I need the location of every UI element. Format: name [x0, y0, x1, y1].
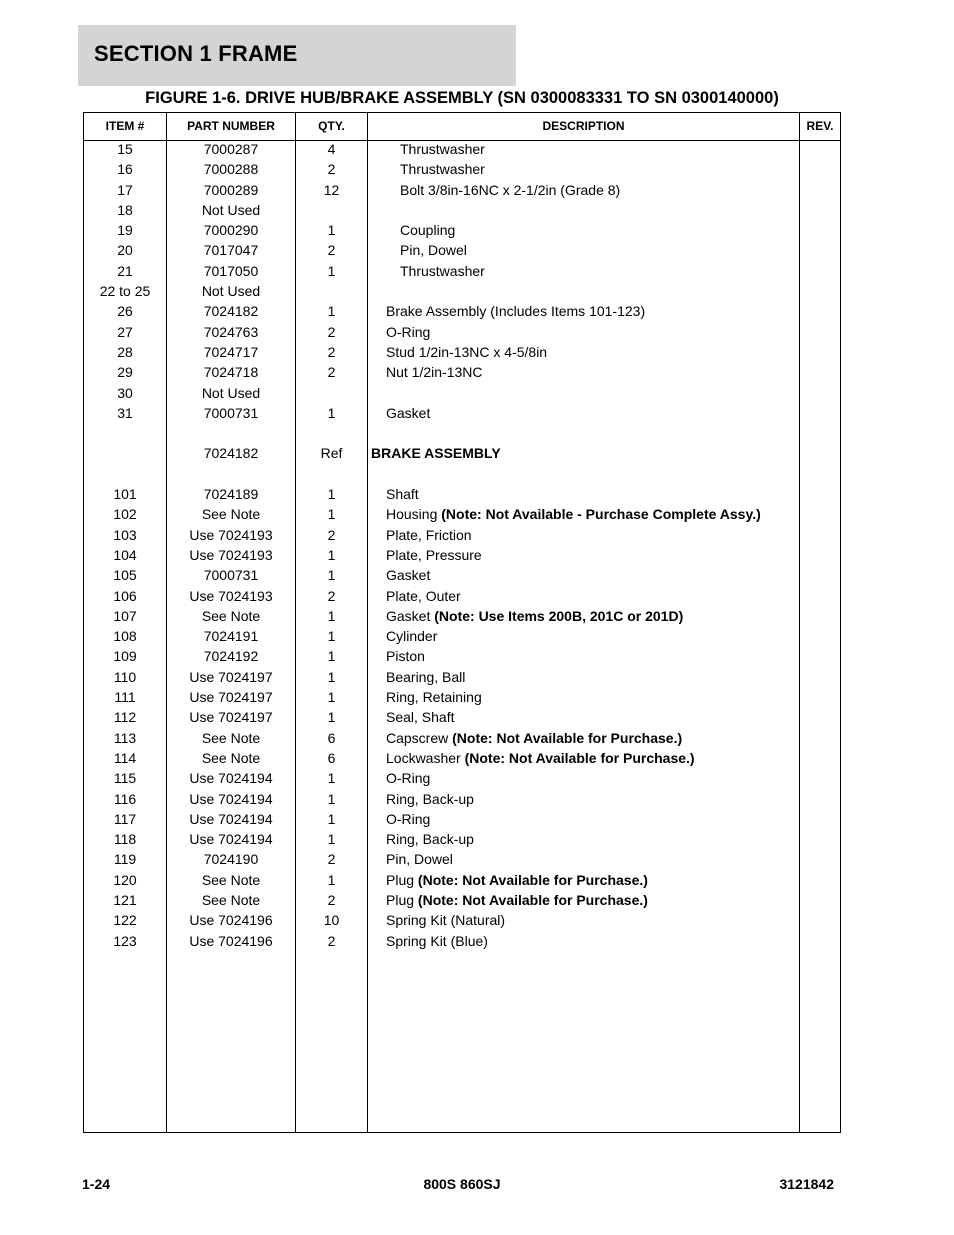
item-number: 102: [113, 506, 137, 523]
quantity: 1: [327, 607, 336, 624]
figure-title: FIGURE 1-6. DRIVE HUB/BRAKE ASSEMBLY (SN 0300083331 TO SN 0300140000): [145, 89, 779, 107]
part-number: See Note: [201, 749, 261, 766]
quantity: 1: [327, 222, 336, 239]
description: [371, 606, 683, 626]
item-number: 115: [113, 770, 137, 787]
description: [371, 565, 430, 585]
part-number: Use 7024194: [189, 770, 273, 787]
table-row: [84, 240, 840, 260]
table-row: [84, 768, 840, 788]
description-text: Lockwasher: [386, 749, 465, 766]
quantity: 2: [327, 932, 336, 949]
part-number: Use 7024194: [189, 831, 273, 848]
description: [371, 789, 474, 809]
description: [371, 240, 467, 260]
description: [371, 748, 695, 768]
table-row: [84, 748, 840, 768]
item-number: 113: [113, 729, 137, 746]
item-number: 121: [113, 891, 137, 908]
description: [371, 890, 648, 910]
description-text: Gasket: [386, 567, 431, 584]
description: [371, 667, 465, 687]
description: [371, 931, 488, 951]
description-note: (Note: Not Available for Purchase.): [464, 749, 695, 766]
description-text: Bearing, Ball: [386, 668, 466, 685]
quantity: 1: [327, 486, 336, 503]
part-number: 7000731: [203, 567, 259, 584]
footer-page-number: 1-24: [82, 1176, 111, 1192]
part-number: See Note: [201, 891, 261, 908]
item-number: 31: [117, 404, 133, 421]
part-number: Not Used: [201, 201, 261, 218]
description: [371, 180, 620, 200]
part-number: Use 7024194: [189, 810, 273, 827]
description-text: Nut 1/2in-13NC: [386, 364, 483, 381]
table-row: [84, 606, 840, 626]
part-number: Not Used: [201, 384, 261, 401]
description: [371, 261, 485, 281]
item-number: 116: [113, 790, 137, 807]
description-note: (Note: Not Available for Purchase.): [417, 891, 648, 908]
item-number: 110: [113, 668, 137, 685]
part-number: 7000289: [203, 181, 259, 198]
table-row: [84, 707, 840, 727]
quantity: 2: [327, 323, 336, 340]
header-rev: REV.: [806, 119, 834, 133]
header-part-number: PART NUMBER: [187, 119, 275, 133]
quantity: 1: [327, 770, 336, 787]
description-text: Ring, Retaining: [386, 689, 482, 706]
table-row: [84, 281, 840, 301]
quantity: 1: [327, 790, 336, 807]
item-number: 30: [117, 384, 133, 401]
quantity: 10: [323, 912, 340, 929]
item-number: 122: [113, 912, 137, 929]
description: [371, 586, 461, 606]
footer-model: 800S 860SJ: [423, 1176, 501, 1192]
quantity: 1: [327, 689, 336, 706]
table-body: [84, 139, 840, 951]
description: [371, 342, 547, 362]
item-number: 28: [117, 343, 133, 360]
description-text: O-Ring: [386, 323, 431, 340]
table-row: [84, 443, 840, 463]
description: [371, 159, 485, 179]
table-row: [84, 667, 840, 687]
section-title: SECTION 1 FRAME: [94, 41, 298, 66]
description: [371, 829, 474, 849]
item-number: 111: [114, 689, 136, 706]
part-number: Use 7024193: [189, 526, 273, 543]
quantity: 2: [327, 587, 336, 604]
quantity: 1: [327, 831, 336, 848]
description: [371, 870, 648, 890]
description-note: (Note: Not Available - Purchase Complete Assy.): [441, 506, 761, 523]
item-number: 21: [117, 262, 133, 279]
table-row: [84, 789, 840, 809]
description-text: Thrustwasher: [400, 141, 485, 157]
description: [371, 809, 430, 829]
item-number: 27: [117, 323, 133, 340]
description: [371, 220, 455, 240]
quantity: 2: [327, 343, 336, 360]
part-number: 7024190: [203, 851, 259, 868]
description: [371, 301, 645, 321]
part-number: 7000287: [203, 141, 259, 157]
table-row: [84, 687, 840, 707]
description-text: Plug: [386, 891, 418, 908]
part-number: 7000288: [203, 161, 259, 178]
description-text: Bolt 3/8in-16NC x 2-1/2in (Grade 8): [400, 181, 621, 198]
description-text: O-Ring: [386, 810, 431, 827]
part-number: Use 7024197: [189, 689, 273, 706]
section-header: [78, 25, 516, 86]
quantity: 1: [327, 871, 336, 888]
description: [371, 707, 455, 727]
item-number: 104: [113, 546, 137, 563]
quantity: 2: [327, 242, 336, 259]
description-text: Brake Assembly (Includes Items 101-123): [386, 303, 646, 320]
description-text: Plug: [386, 871, 418, 888]
quantity: 1: [327, 404, 336, 421]
item-number: 109: [113, 648, 137, 665]
part-number: 7024718: [203, 364, 259, 381]
parts-table: [83, 112, 841, 1133]
description-note: (Note: Not Available for Purchase.): [417, 871, 648, 888]
item-number: 108: [113, 628, 137, 645]
quantity: 6: [327, 749, 336, 766]
table-row: [84, 931, 840, 951]
part-number: 7024192: [203, 648, 259, 665]
part-number: Use 7024193: [189, 546, 273, 563]
quantity: 4: [327, 141, 336, 157]
table-row: [84, 504, 840, 524]
quantity: 2: [327, 891, 336, 908]
part-number: See Note: [201, 871, 261, 888]
description-text: Plate, Outer: [386, 587, 461, 604]
quantity: 1: [327, 262, 336, 279]
quantity: 1: [327, 709, 336, 726]
table-row: [84, 342, 840, 362]
item-number: 106: [113, 587, 137, 604]
part-number: Not Used: [201, 283, 261, 300]
table-row: [84, 586, 840, 606]
part-number: Use 7024193: [189, 587, 273, 604]
table-row: [84, 180, 840, 200]
description: [371, 849, 453, 869]
description: [371, 322, 430, 342]
item-number: 20: [117, 242, 133, 259]
part-number: Use 7024196: [189, 912, 273, 929]
quantity: 1: [327, 506, 336, 523]
quantity: 6: [327, 729, 336, 746]
item-number: 118: [113, 831, 137, 848]
part-number: 7017050: [203, 262, 259, 279]
description-text: Thrustwasher: [400, 161, 485, 178]
description: [371, 646, 425, 666]
description: [371, 525, 472, 545]
description-note: (Note: Use Items 200B, 201C or 201D): [434, 607, 684, 624]
item-number: 103: [113, 526, 137, 543]
footer-doc-number: 3121842: [779, 1176, 834, 1192]
table-row: [84, 565, 840, 585]
description: [371, 139, 485, 159]
item-number: 107: [113, 607, 137, 624]
table-row: [84, 525, 840, 545]
description-text: Spring Kit (Natural): [386, 912, 506, 929]
table-row: [84, 261, 840, 281]
description-text: Gasket: [386, 607, 435, 624]
item-number: 19: [117, 222, 133, 239]
table-row: [84, 464, 840, 484]
table-row: [84, 423, 840, 443]
description-text: Gasket: [386, 404, 431, 421]
description: [371, 728, 682, 748]
part-number: Use 7024196: [189, 932, 273, 949]
description-note: BRAKE ASSEMBLY: [371, 445, 501, 462]
part-number: Use 7024197: [189, 668, 273, 685]
table-row: [84, 829, 840, 849]
part-number: 7017047: [203, 242, 259, 259]
table-row: [84, 626, 840, 646]
table-row: [84, 870, 840, 890]
description-text: Pin, Dowel: [386, 851, 453, 868]
description-text: Housing: [386, 506, 442, 523]
table-row: [84, 139, 840, 159]
description-text: Capscrew: [386, 729, 453, 746]
header-description: DESCRIPTION: [542, 119, 625, 133]
table-row: [84, 383, 840, 403]
description-text: Plate, Friction: [386, 526, 472, 543]
description-text: Ring, Back-up: [386, 790, 474, 807]
item-number: 114: [113, 749, 137, 766]
table-row: [84, 728, 840, 748]
part-number: 7024763: [203, 323, 259, 340]
table-row: [84, 220, 840, 240]
item-number: 101: [113, 486, 137, 503]
quantity: Ref: [320, 445, 343, 462]
part-number: 7000731: [203, 404, 259, 421]
table-row: [84, 200, 840, 220]
part-number: See Note: [201, 607, 261, 624]
item-number: 15: [117, 141, 133, 157]
table-row: [84, 322, 840, 342]
description: [371, 910, 505, 930]
quantity: 1: [327, 648, 336, 665]
description-text: Thrustwasher: [400, 262, 485, 279]
description-note: (Note: Not Available for Purchase.): [452, 729, 683, 746]
part-number: 7024182: [203, 303, 259, 320]
item-number: 105: [113, 567, 137, 584]
description: [371, 626, 437, 646]
table-row: [84, 910, 840, 930]
item-number: 119: [113, 851, 137, 868]
description-text: Shaft: [386, 486, 419, 503]
description: [371, 545, 482, 565]
part-number: Use 7024197: [189, 709, 273, 726]
description: [371, 484, 419, 504]
part-number: 7024717: [203, 343, 259, 360]
description-text: Stud 1/2in-13NC x 4-5/8in: [386, 343, 548, 360]
description-text: Spring Kit (Blue): [386, 932, 488, 949]
description: [371, 504, 761, 524]
part-number: See Note: [201, 506, 261, 523]
description-text: Pin, Dowel: [400, 242, 467, 259]
quantity: 1: [327, 303, 336, 320]
item-number: 17: [117, 181, 133, 198]
part-number: 7024189: [203, 486, 259, 503]
quantity: 1: [327, 546, 336, 563]
description-text: Ring, Back-up: [386, 831, 474, 848]
item-number: 29: [117, 364, 133, 381]
part-number: 7024191: [203, 628, 259, 645]
part-number: Use 7024194: [189, 790, 273, 807]
item-number: 112: [113, 709, 137, 726]
item-number: 16: [117, 161, 133, 178]
table-row: [84, 484, 840, 504]
item-number: 117: [113, 810, 137, 827]
table-row: [84, 890, 840, 910]
part-number: 7024182: [203, 445, 259, 462]
table-row: [84, 403, 840, 423]
quantity: 1: [327, 668, 336, 685]
item-number: 120: [113, 871, 137, 888]
quantity: 1: [327, 810, 336, 827]
table-row: [84, 849, 840, 869]
quantity: 2: [327, 851, 336, 868]
quantity: 2: [327, 526, 336, 543]
description: [371, 403, 430, 423]
quantity: 2: [327, 364, 336, 381]
item-number: 18: [117, 201, 133, 218]
part-number: 7000290: [203, 222, 259, 239]
table-row: [84, 646, 840, 666]
header-item: ITEM #: [105, 119, 145, 133]
header-qty: QTY.: [318, 119, 345, 133]
description-text: O-Ring: [386, 770, 431, 787]
table-row: [84, 301, 840, 321]
table-row: [84, 159, 840, 179]
quantity: 12: [323, 181, 340, 198]
item-number: 22 to 25: [99, 283, 151, 300]
table-row: [84, 545, 840, 565]
description-text: Plate, Pressure: [386, 546, 482, 563]
description-text: Cylinder: [386, 628, 438, 645]
table-row: [84, 809, 840, 829]
description: [371, 768, 430, 788]
part-number: See Note: [201, 729, 261, 746]
description-text: Seal, Shaft: [386, 709, 455, 726]
quantity: 1: [327, 628, 336, 645]
quantity: 1: [327, 567, 336, 584]
description: [371, 443, 501, 463]
quantity: 2: [327, 161, 336, 178]
description: [371, 362, 483, 382]
description-text: Piston: [386, 648, 425, 665]
description: [371, 687, 482, 707]
table-row: [84, 362, 840, 382]
item-number: 26: [117, 303, 133, 320]
description-text: Coupling: [400, 222, 456, 239]
item-number: 123: [113, 932, 137, 949]
